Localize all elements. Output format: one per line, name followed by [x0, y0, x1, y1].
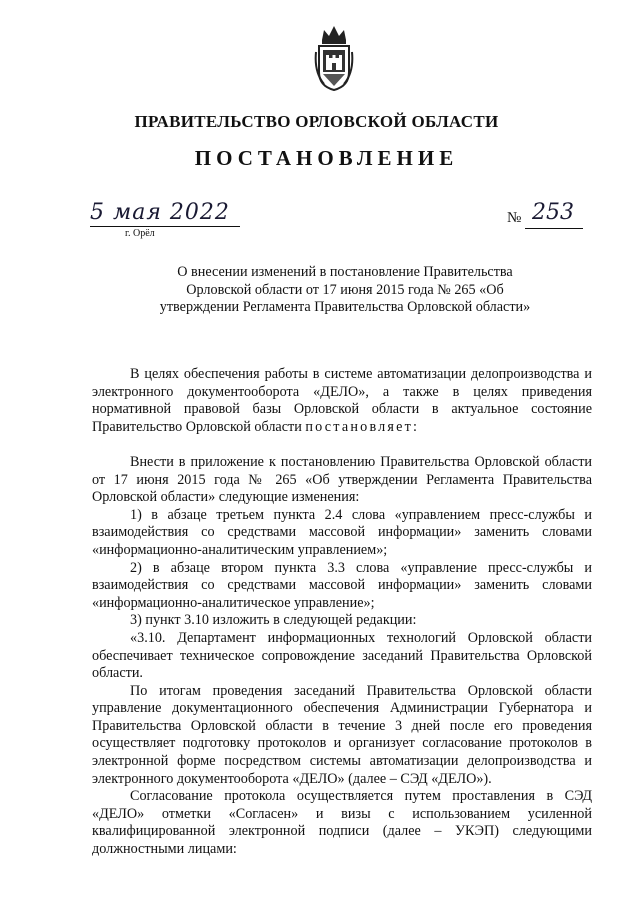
city-label: г. Орёл — [125, 228, 155, 239]
body-paragraph: 3) пункт 3.10 изложить в следующей редакции: — [130, 612, 417, 629]
resolves-keyword: постановляет: — [305, 418, 420, 435]
organization-title: ПРАВИТЕЛЬСТВО ОРЛОВСКОЙ ОБЛАСТИ — [134, 112, 499, 131]
coat-of-arms-icon — [314, 22, 354, 92]
body-paragraph: По итогам проведения заседаний Правительства Орловской области управление документационного обеспечения Администрации Губернатора и Правительства Орловской области в течение 3 дней после его проведения осуществляет подготовку протоколов и организует согласование протоколов в электронной форме посредством системы автоматизации делопроизводства и электронного документооборота «ДЕЛО» (далее – СЭД «ДЕЛО»). — [92, 682, 592, 787]
preamble-paragraph — [92, 366, 592, 436]
date-underline — [90, 226, 240, 227]
body-paragraph: Внести в приложение к постановлению Правительства Орловской области от 17 июня 2015 года № 265 «Об утверждении Регламента Правительства Орловской области» следующие изменения: — [92, 453, 592, 506]
body-paragraph: «3.10. Департамент информационных технологий Орловской области обеспечивает техническое сопровождение заседаний Правительства Орловской области. — [92, 629, 592, 682]
preamble-text: В целях обеспечения работы в системе автоматизации делопроизводства и электронного документооборота «ДЕЛО», а также в целях приведения нормативной правовой базы Орловской области в актуальное состояние Правительство Орловской области — [92, 366, 592, 435]
document-type-heading: ПОСТАНОВЛЕНИЕ — [194, 146, 459, 170]
body-paragraph: Согласование протокола осуществляется путем проставления в СЭД «ДЕЛО» отметки «Согласен» и визы с использованием усиленной квалифицированной электронной подписи (далее – УКЭП) следующими должностными лицами: — [92, 788, 592, 858]
handwritten-date: 5 мая 2022 — [90, 200, 230, 225]
number-underline — [525, 228, 583, 229]
body-paragraph: 2) в абзаце втором пункта 3.3 слова «управление пресс-службы и взаимодействия со средствами массовой информации» заменить словами «информационно-аналитическое управление»; — [92, 559, 592, 611]
document-body — [92, 366, 592, 859]
handwritten-number: 253 — [532, 200, 574, 225]
body-paragraph: 1) в абзаце третьем пункта 2.4 слова «управлением пресс-службы и взаимодействия со средствами массовой информации» заменить словами «информационно-аналитическим управлением»; — [92, 506, 592, 558]
document-subject: О внесении изменений в постановление Правительства Орловской области от 17 июня 2015 года № 265 «Об утверждении Регламента Правительства Орловской области» — [159, 264, 531, 316]
number-prefix: № — [507, 210, 522, 226]
